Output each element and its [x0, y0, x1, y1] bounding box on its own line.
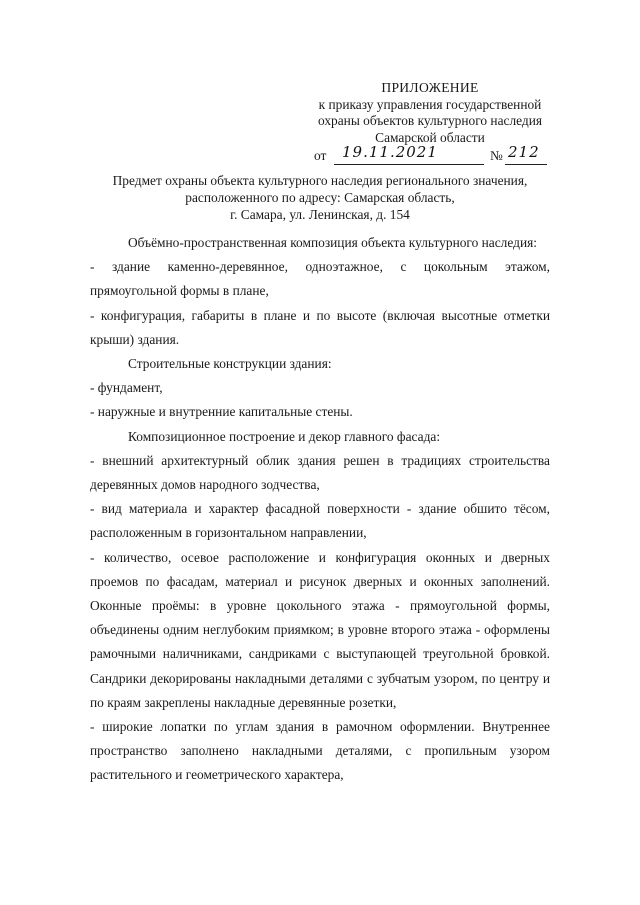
appendix-heading: ПРИЛОЖЕНИЕ — [381, 80, 479, 95]
number-prefix: № — [490, 148, 503, 163]
appendix-line: к приказу управления государственной — [318, 96, 542, 112]
section-heading: Объёмно-пространственная композиция объекта культурного наследия: — [128, 235, 537, 250]
handwritten-number: 212 — [508, 143, 540, 161]
appendix-line: Самарской области — [375, 129, 485, 145]
document-title — [80, 172, 560, 223]
list-item: - вид материала и характер фасадной поверхности - здание обшито тёсом, расположенным в горизонтальном направлении, — [90, 501, 550, 541]
list-item: - количество, осевое расположение и конфигурация оконных и дверных проемов по фасадам, материал и рисунок дверных и оконных заполнений. Оконные проёмы: в уровне цокольного этажа - прямоугольной формы, объединены одним неглубоким приямком; в уровне второго этажа - оформлены рамочными наличниками, сандриками с выступающей треугольной бровкой. Сандрики декорированы накладными деталями с зубчатым узором, по центру и по краям закреплены накладные деревянные розетки, — [90, 549, 550, 710]
title-line: г. Самара, ул. Ленинская, д. 154 — [230, 207, 410, 222]
section-heading: Композиционное построение и декор главного фасада: — [128, 428, 441, 444]
date-prefix: от — [314, 148, 327, 163]
list-item: - наружные и внутренние капитальные стены. — [90, 404, 353, 420]
list-item: - здание каменно-деревянное, одноэтажное, с цокольным этажом, прямоугольной формы в плане, — [90, 259, 550, 299]
order-date-number-line — [300, 143, 560, 166]
title-line: расположенного по адресу: Самарская область, — [185, 190, 455, 205]
number-underline — [505, 164, 547, 165]
handwritten-date: 19.11.2021 — [342, 143, 438, 161]
list-item: - внешний архитектурный облик здания решен в традициях строительства деревянных домов народного зодчества, — [90, 452, 550, 493]
appendix-line: охраны объектов культурного наследия — [317, 113, 543, 128]
date-underline — [334, 164, 484, 165]
list-item: - конфигурация, габариты в плане и по высоте (включая высотные отметки крыши) здания. — [90, 307, 550, 347]
appendix-block — [300, 80, 560, 166]
list-item: - фундамент, — [90, 380, 163, 396]
title-line: Предмет охраны объекта культурного наследия регионального значения, — [112, 173, 528, 188]
list-item: - широкие лопатки по углам здания в рамочном оформлении. Внутреннее пространство заполнено накладными деталями, с пропильным узором растительного и геометрического характера, — [90, 719, 550, 783]
document-body — [90, 231, 550, 788]
section-heading: Строительные конструкции здания: — [128, 356, 332, 372]
